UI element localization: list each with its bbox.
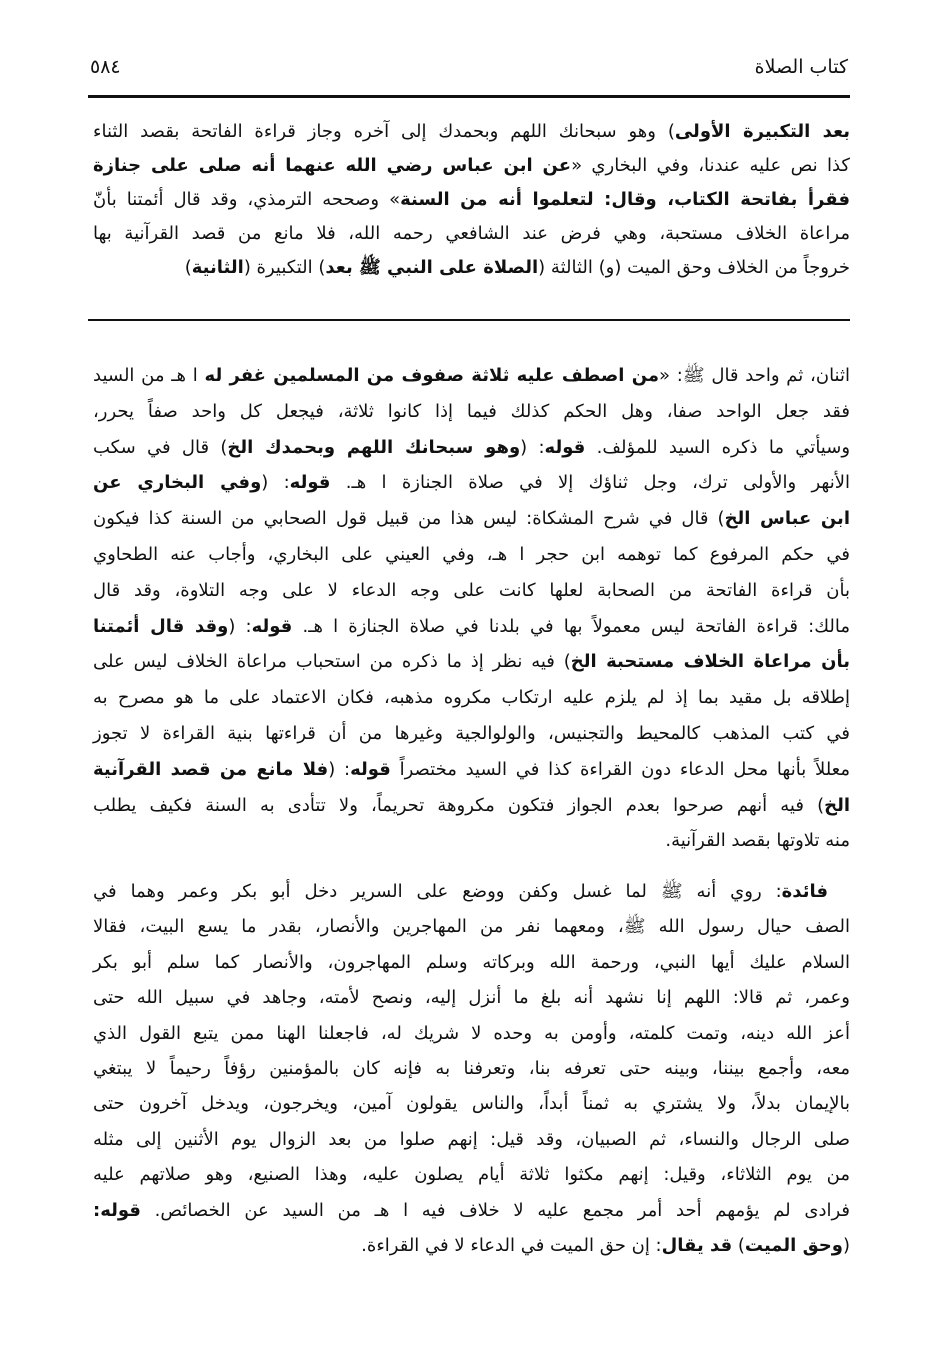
- footnote-separator: [88, 319, 850, 321]
- bold-text-segment: فائدة: [781, 881, 828, 902]
- text-segment: صلى الرجال والنساء، ثم الصبيان، وقد قيل: إنهم صلوا من بعد الزوال يوم الأثنين إلى مثله: [93, 1128, 850, 1150]
- bold-text-segment: من اصطف عليه ثلاثة صفوف من المسلمين غفر له: [204, 365, 660, 386]
- bold-text-segment: قوله: [289, 472, 331, 494]
- text-line: [93, 188, 850, 222]
- text-segment: ): [732, 1234, 745, 1256]
- text-line: [93, 543, 850, 579]
- text-line: [93, 1128, 850, 1163]
- text-line: [93, 364, 850, 400]
- text-line: [93, 1163, 850, 1198]
- bold-text-segment: فلا مانع من قصد القرآنية: [93, 758, 329, 780]
- text-segment: أعز الله دينه، وتمت كلمته، وأومن به وحده لا شريك له، فاجعلنا الهنا ممن يتبع القول الذي: [93, 1022, 850, 1044]
- bold-text-segment: قوله: [350, 758, 391, 780]
- header-rule: [88, 95, 850, 98]
- text-line: [93, 986, 850, 1021]
- text-segment: : (: [520, 436, 545, 458]
- text-segment: خروجاً من الخلاف وحق الميت (و) الثالثة (: [538, 257, 850, 278]
- text-segment: من يوم الثلاثاء، وقيل: إنهم مكثوا ثلاثة أيام يصلون عليه، وهذا الصنيع، وهو صلاتهم عليه: [93, 1164, 850, 1186]
- text-line: [93, 650, 850, 686]
- bold-text-segment: بأن مراعاة الخلاف مستحبة الخ: [570, 651, 850, 673]
- bold-text-segment: الصلاة على النبي ﷺ بعد: [325, 257, 539, 278]
- text-segment: مالك: قراءة الفاتحة ليس معمولاً بها في بلدنا في صلاة الجنازة ا هـ.: [292, 615, 850, 637]
- text-line: [93, 154, 850, 188]
- bold-text-segment: الثانية: [191, 257, 244, 278]
- text-line: [93, 951, 850, 986]
- text-segment: : (: [228, 615, 252, 637]
- text-line: [93, 120, 850, 154]
- text-line: [93, 1234, 850, 1269]
- text-segment: السلام عليك أيها النبي، ورحمة الله وبركاته وسلم المهاجرون، والأنصار كما سلم أبو بكر: [93, 951, 850, 973]
- text-segment: اثنان، ثم واحد قال ﷺ: «: [659, 365, 850, 386]
- text-segment: ) فيه أنهم صرحوا بعدم الجواز فتكون مكروهة تحريماً، ولا تتأدى به السنة فكيف يطلب: [93, 794, 825, 816]
- text-segment: : إن حق الميت في الدعاء لا في القراءة.: [361, 1234, 662, 1256]
- text-segment: ) التكبيرة (: [243, 257, 326, 278]
- page-number: ٥٨٤: [90, 56, 121, 78]
- text-segment: بأن قراءة الفاتحة من الصحابة لعلها كانت على وجه الدعاء لا على وجه التلاوة، وقد قال: [93, 579, 850, 601]
- fawaid-paragraph: [93, 880, 850, 1269]
- text-line: [93, 615, 850, 651]
- bold-text-segment: قوله:: [93, 1199, 141, 1221]
- text-line: [93, 722, 850, 758]
- text-line: [93, 686, 850, 722]
- text-line: [93, 915, 850, 950]
- text-segment: ) قال في سكب: [93, 436, 228, 458]
- bold-text-segment: وحق الميت: [744, 1234, 843, 1256]
- text-line: [93, 880, 850, 915]
- text-segment: وعمر، ثم قالا: اللهم إنا نشهد أنه بلغ ما أنزل إليه، ونصح لأمته، وجاهد في سبيل الله حتى: [93, 987, 850, 1009]
- text-segment: (: [842, 1234, 850, 1256]
- text-segment: معه، وأجمع بيننا، وبينه حتى تعرفه بنا، وتعرفنا به فإنه كان بالمؤمنين رؤفاً رحيماً لا يبتغي: [93, 1057, 850, 1079]
- text-segment: معللاً بأنها محل الدعاء دون القراءة كذا في السيد مختصراً: [390, 758, 850, 780]
- text-segment: ا هـ من السيد: [93, 365, 205, 386]
- text-line: [93, 1022, 850, 1057]
- text-line: [93, 794, 850, 830]
- bold-text-segment: وقد قال أئمتنا: [93, 615, 229, 637]
- bold-text-segment: فقرأ بفاتحة الكتاب، وقال: لتعلموا أنه من السنة: [400, 189, 850, 210]
- text-segment: : (: [328, 758, 351, 780]
- text-line: [93, 436, 850, 472]
- text-segment: ) قال في شرح المشكاة: ليس هذا من قبيل قول الصحابي من السنة كذا فيكون: [93, 508, 725, 530]
- text-segment: » وصححه الترمذي، وقد قال أئمتنا بأنّ: [93, 189, 401, 210]
- bold-text-segment: وهو سبحانك اللهم وبحمدك الخ: [227, 436, 521, 458]
- text-segment: فرادى لم يؤمهم أحد أمر مجمع عليه لا خلاف فيه ا هـ من السيد عن الخصائص.: [140, 1199, 850, 1221]
- text-segment: في كتب المذهب كالمحيط والتجنيس، والولوالجية وغيرها من أن قراءتها بنية القراءة لا تجوز: [93, 722, 850, 744]
- text-segment: مراعاة الخلاف مستحبة، وهي فرض عند الشافعي رحمه الله، فلا مانع من قصد القرآنية بها: [93, 223, 850, 244]
- text-line: [93, 829, 850, 865]
- text-segment: ): [184, 257, 192, 278]
- text-line: [93, 1057, 850, 1092]
- text-segment: : (: [261, 472, 290, 494]
- text-segment: الصف حيال رسول الله ﷺ، ومعهما نفر من المهاجرين والأنصار، بقدر ما يسع البيت، فقالا: [93, 916, 850, 938]
- footnote-commentary: [93, 364, 850, 865]
- text-segment: وسيأتي ما ذكره السيد للمؤلف.: [585, 436, 851, 458]
- bold-text-segment: بعد التكبيرة الأولى: [674, 121, 850, 142]
- bold-text-segment: قوله: [544, 436, 586, 458]
- text-segment: : روي أنه ﷺ لما غسل وكفن ووضع على السرير دخل أبو بكر وعمر وهما في: [93, 881, 782, 902]
- text-segment: ) فيه نظر إذ ما ذكره من استحباب مراعاة الخلاف ليس على: [93, 651, 571, 673]
- text-line: [93, 256, 850, 290]
- text-segment: كذا نص عليه عندنا، وفي البخاري «: [571, 155, 850, 176]
- text-segment: منه تلاوتها بقصد القرآنية.: [665, 830, 850, 852]
- text-segment: ) وهو سبحانك اللهم وبحمدك إلى آخره وجاز قراءة الفاتحة بقصد الثناء: [93, 121, 675, 142]
- text-line: [93, 579, 850, 615]
- text-segment: الأنهر والأولى ترك، وجل ثناؤك إلا في صلاة الجنازة ا هـ.: [330, 472, 850, 494]
- bold-text-segment: عن ابن عباس رضي الله عنهما أنه صلى على جنازة: [93, 155, 572, 176]
- text-segment: في حكم المرفوع كما توهمه ابن حجر ا هـ، وفي العيني على البخاري، وأجاب عنه الطحاوي: [93, 543, 850, 565]
- bold-text-segment: وفي البخاري عن: [93, 472, 262, 494]
- text-segment: إطلاقه بل مقيد بما إذ لم يلزم عليه ارتكاب مكروه مذهبه، فكان الاعتماد على ما هو مصرح به: [93, 687, 850, 709]
- running-title: كتاب الصلاة: [754, 56, 848, 78]
- text-segment: فقد جعل الواحد صفا، وهل الحكم كذلك فيما إذا كانوا ثلاثة، فيجعل كل واحد صفاً يحرر،: [93, 400, 850, 422]
- text-line: [93, 1199, 850, 1234]
- text-line: [93, 758, 850, 794]
- text-line: [93, 471, 850, 507]
- text-line: [93, 1092, 850, 1127]
- text-line: [93, 222, 850, 256]
- bold-text-segment: ابن عباس الخ: [724, 508, 850, 530]
- text-segment: بالإيمان بدلاً، ولا يشتري به ثمناً أبداً، والناس يقولون آمين، ويخرجون، ويدخل آخرون حتى: [93, 1093, 850, 1115]
- main-text: [93, 120, 850, 290]
- bold-text-segment: قد يقال: [661, 1234, 733, 1256]
- text-line: [93, 400, 850, 436]
- bold-text-segment: الخ: [824, 794, 850, 816]
- bold-text-segment: قوله: [251, 615, 293, 637]
- text-line: [93, 507, 850, 543]
